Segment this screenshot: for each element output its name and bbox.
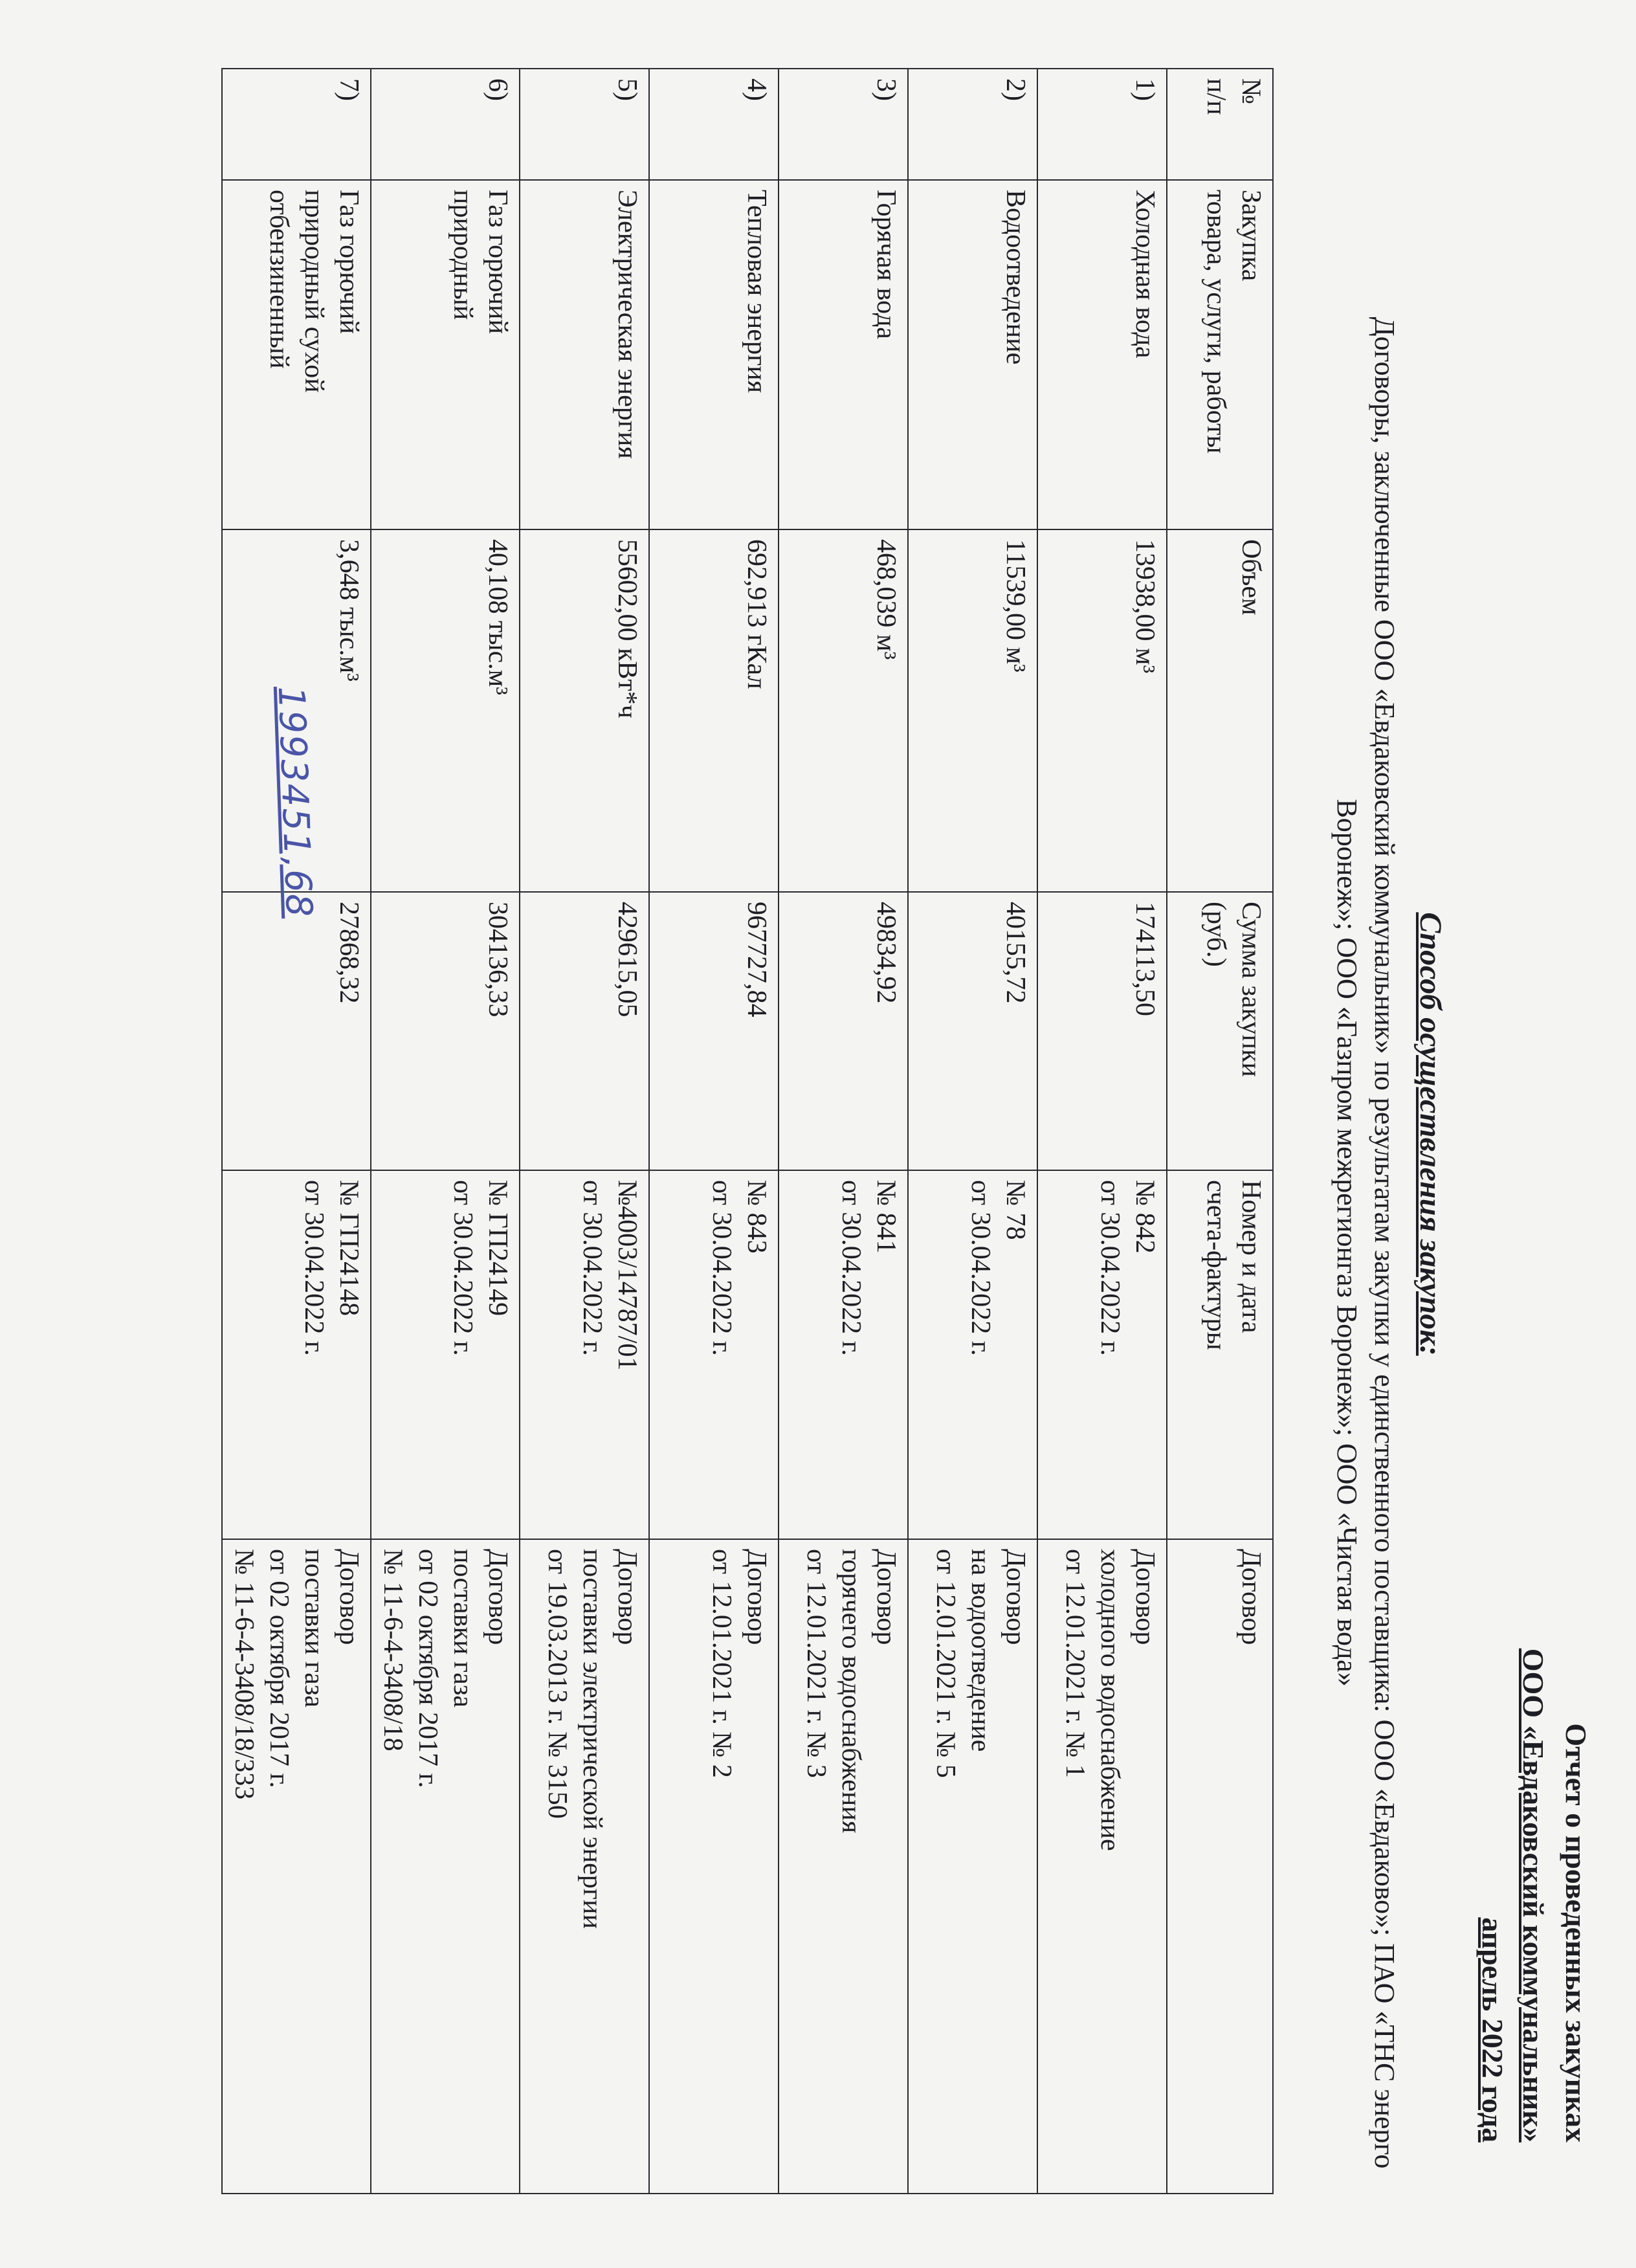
header-item: Закупка товара, услуги, работы: [1167, 180, 1273, 529]
row-sum: 40155,72: [908, 892, 1037, 1170]
row-num: 7): [222, 69, 371, 180]
method-description: Договоры, заключенные ООО «Евдаковский коммунальник» по результатам закупки у единственного поставщика: ООО «Евдаково»; ПАО «ТНС энерго Воронеж»; ООО «Газпром межрегионгаз Воронеж»; ООО «Чистая вода»: [1331, 317, 1400, 2169]
row-invoice: № 841 от 30.04.2022 г.: [779, 1170, 908, 1539]
row-sum: 49834,92: [779, 892, 908, 1170]
header-volume: Объем: [1167, 529, 1273, 892]
table-header-row: [1167, 69, 1273, 2194]
row-invoice: № 78 от 30.04.2022 г.: [908, 1170, 1037, 1539]
row-num: 5): [520, 69, 649, 180]
row-invoice: №4003/14787/01 от 30.04.2022 г.: [520, 1170, 649, 1539]
row-volume: 11539,00 м³: [908, 529, 1037, 892]
row-contract: Договор на водоотведение от 12.01.2021 г. № 5: [908, 1539, 1037, 2194]
row-sum: 429615,05: [520, 892, 649, 1170]
report-header: [1473, 58, 1597, 2207]
table-row: [520, 69, 649, 2194]
row-volume: 692,913 гКал: [649, 529, 779, 892]
table-row: [908, 69, 1037, 2194]
row-volume: 3,648 тыс.м³: [222, 529, 371, 892]
row-invoice: № 843 от 30.04.2022 г.: [649, 1170, 779, 1539]
header-invoice: Номер и дата счета-фактуры: [1167, 1170, 1273, 1539]
header-num: № п/п: [1167, 69, 1273, 180]
row-item: Холодная вода: [1037, 180, 1167, 529]
table-row: [222, 69, 371, 2194]
row-volume: 13938,00 м³: [1037, 529, 1167, 892]
table-row: [1037, 69, 1167, 2194]
table-row: [779, 69, 908, 2194]
row-item: Водоотведение: [908, 180, 1037, 529]
row-num: 1): [1037, 69, 1167, 180]
row-volume: 40,108 тыс.м³: [371, 529, 520, 892]
row-invoice: № ГП24149 от 30.04.2022 г.: [371, 1170, 520, 1539]
report-title: Отчет о проведенных закупках: [1560, 1723, 1593, 2142]
table-row: [371, 69, 520, 2194]
header-contract: Договор: [1167, 1539, 1273, 2194]
purchases-table: [221, 68, 1274, 2194]
row-item: Электрическая энергия: [520, 180, 649, 529]
method-title: Способ осуществления закупок:: [1413, 912, 1448, 1356]
row-num: 4): [649, 69, 779, 180]
row-item: Газ горючий природный сухой отбензиненный: [222, 180, 371, 529]
row-invoice: № 842 от 30.04.2022 г.: [1037, 1170, 1167, 1539]
row-contract: Договор холодного водоснабжение от 12.01.2021 г. № 1: [1037, 1539, 1167, 2194]
row-num: 3): [779, 69, 908, 180]
header-sum: Сумма закупки (руб.): [1167, 892, 1273, 1170]
report-period: апрель 2022 года: [1476, 1917, 1509, 2142]
row-num: 2): [908, 69, 1037, 180]
row-contract: Договор горячего водоснабжения от 12.01.2021 г. № 3: [779, 1539, 908, 2194]
row-item: Газ горючий природный: [371, 180, 520, 529]
row-contract: Договор поставки газа от 02 октября 2017 г. № 11-6-4-3408/18: [371, 1539, 520, 2194]
row-volume: 468,039 м³: [779, 529, 908, 892]
company-name: ООО «Евдаковский коммунальник»: [1517, 1648, 1550, 2142]
row-num: 6): [371, 69, 520, 180]
row-sum: 967727,84: [649, 892, 779, 1170]
row-sum: 174113,50: [1037, 892, 1167, 1170]
row-sum: 27868,32: [222, 892, 371, 1170]
row-item: Тепловая энергия: [649, 180, 779, 529]
table-row: [649, 69, 779, 2194]
row-invoice: № ГП24148 от 30.04.2022 г.: [222, 1170, 371, 1539]
row-volume: 55602,00 кВт*ч: [520, 529, 649, 892]
row-contract: Договор поставки газа от 02 октября 2017 г. № 11-6-4-3408/18/333: [222, 1539, 371, 2194]
row-contract: Договор от 12.01.2021 г. № 2: [649, 1539, 779, 2194]
row-item: Горячая вода: [779, 180, 908, 529]
row-sum: 304136,33: [371, 892, 520, 1170]
handwritten-total: 1993451,68: [269, 685, 320, 919]
row-contract: Договор поставки электрической энергии от 19.03.2013 г. № 3150: [520, 1539, 649, 2194]
